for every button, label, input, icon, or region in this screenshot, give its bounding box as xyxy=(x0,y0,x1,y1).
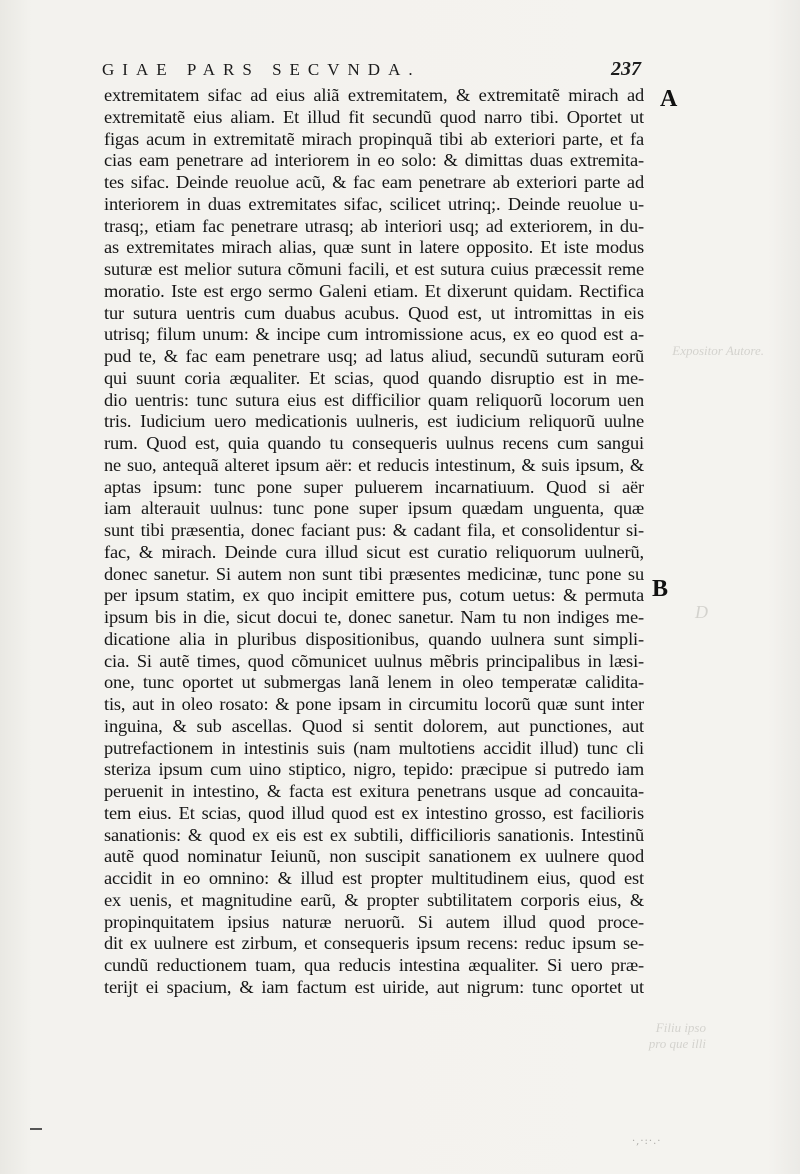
text-line: fac, & mirach. Deinde cura illud sicut est curatio reliquorum uulnerũ, xyxy=(104,541,644,562)
page-header xyxy=(96,58,641,88)
text-line: figas acum in extremitatẽ mirach propinquã tibi ab exteriori parte, et fa xyxy=(104,128,644,149)
bleed-through-note: Filiu ipso pro que illi xyxy=(648,1020,706,1051)
text-line: inguina, & sub ascellas. Quod si sentit dolorem, aut punctiones, aut xyxy=(104,715,644,736)
paper-specks: ·,·:·.· xyxy=(632,1136,662,1147)
text-line: qui suunt coria æqualiter. Et scias, quod quando disruptio est in me- xyxy=(104,367,644,388)
text-line: iam alterauit uulnus: tunc pone super ipsum quædam unguenta, quæ xyxy=(104,498,644,519)
text-line: extremitatẽ eius aliam. Et illud fit secundũ quod narro tibi. Oportet ut xyxy=(104,106,644,127)
text-line: ex uenis, et magnitudine earũ, & propter subtilitatem corporis eius, & xyxy=(104,889,644,910)
text-line: cia. Si autẽ times, quod cõmunicet uulnus mẽbris principalibus in læsi- xyxy=(104,650,644,671)
text-line: rum. Quod est, quia quando tu consequeris uulnus recens cum sangui xyxy=(104,433,644,453)
text-line: dio uentris: tunc sutura eius est difficilior quam reliquorũ locorum uen xyxy=(104,389,644,410)
text-line: cundũ reductionem tuam, qua reducis intestina æqualiter. Si uero præ- xyxy=(104,955,644,975)
text-line: tis, aut in oleo rosato: & pone ipsam in circumitu locorũ quæ sunt inter xyxy=(104,694,644,714)
text-line: putrefactionem in intestinis suis (nam multotiens accidit illud) tunc cli xyxy=(104,737,644,758)
text-line: donec sanetur. Si autem non sunt tibi præsentes medicinæ, tunc pone su xyxy=(104,563,644,584)
body-text xyxy=(104,85,644,999)
text-line: accidit in eo omnino: & illud est propter multitudinem eius, quod est xyxy=(104,868,644,888)
text-line: sunt tibi præsentia, donec faciant pus: & cadant fila, et consolidentur si- xyxy=(104,520,644,540)
text-line: one, tunc oportet ut submergas lanã lenem in oleo temperatæ calidita- xyxy=(104,672,644,693)
text-line: sanationis: & quod ex eis est ex subtili, difficilioris sanationis. Intestinũ xyxy=(104,824,644,845)
text-line: tris. Iudicium uero medicationis uulneris, est iudicium reliquorũ uulne xyxy=(104,411,644,432)
text-line: interiorem in duas extremitates sifac, scilicet utrinq;. Deinde reuolue u- xyxy=(104,193,644,214)
text-line: as extremitates mirach alias, quæ sunt in latere opposito. Et iste modus xyxy=(104,237,644,258)
bleed-through-letter: D xyxy=(695,602,708,622)
text-line: ipsum bis in die, sicut docui te, donec sanetur. Nam tu non indiges me- xyxy=(104,607,644,627)
text-line: dit ex uulnere est zirbum, et consequeris ipsum recens: reduc ipsum se- xyxy=(104,933,644,954)
text-line: propinquitatem ipsius naturæ neruorũ. Si autem illud quod proce- xyxy=(104,911,644,932)
text-line: cias eam penetrare ad interiorem in eo solo: & dimittas duas extremita- xyxy=(104,150,644,171)
text-line: trasq;, etiam fac penetrare utrasq; ab interiori usq; ad exteriorem, in du- xyxy=(104,215,644,236)
margin-marker-a: A xyxy=(660,86,678,112)
text-line: per ipsum statim, ex quo incipit emittere pus, cotum uetus: & permuta xyxy=(104,585,644,606)
text-line: dicatione alia in pluribus dispositionibus, quando uulnera sunt simpli- xyxy=(104,628,644,649)
text-line: autẽ quod nominatur Ieiunũ, non suscipit sanationem ex uulnere quod xyxy=(104,846,644,867)
page-number: 237 xyxy=(611,58,641,80)
paper-mark xyxy=(30,1128,42,1130)
bleed-through-note: Expositor Autore. xyxy=(672,343,764,358)
text-line: tem eius. Et scias, quod illud quod est ex intestino grosso, est facilioris xyxy=(104,802,644,823)
text-line: tes sifac. Deinde reuolue acũ, & fac eam penetrare ab exteriori parte ad xyxy=(104,172,644,192)
text-line: utrisq; filum unum: & incipe cum intromissione acus, ex eo quod est a- xyxy=(104,324,644,345)
text-line: suturæ est melior sutura cõmuni facili, et est sutura cuius præcessit reme xyxy=(104,259,644,279)
text-line: peruenit in intestino, & facta est exitura penetrans usque ad concauita- xyxy=(104,781,644,801)
text-line: aptas ipsum: tunc pone super puluerem incarnatiuum. Quod si aër xyxy=(104,476,644,497)
text-line: tur sutura uentris cum duabus acubus. Quod est, ut intromittas in eis xyxy=(104,302,644,323)
margin-marker-b: B xyxy=(652,576,669,602)
running-head: GIAE PARS SECVNDA. xyxy=(102,60,421,79)
text-line: pud te, & fac eam penetrare usq; ad latus aliud, secundũ suturam eorũ xyxy=(104,346,644,366)
text-line: terijt ei spacium, & iam factum est uiride, aut nigrum: tunc oportet ut xyxy=(104,976,644,997)
text-line: steriza ipsum cum uino stiptico, nigro, tepido: præcipue si putredo iam xyxy=(104,759,644,780)
text-line: ne suo, antequã alteret ipsum aër: et reducis intestinum, & suis ipsum, & xyxy=(104,454,644,475)
text-line: extremitatem sifac ad eius aliã extremitatem, & extremitatẽ mirach ad xyxy=(104,85,644,105)
text-line: moratio. Iste est ergo sermo Galeni etiam. Et dixerunt quidam. Rectifica xyxy=(104,280,644,301)
